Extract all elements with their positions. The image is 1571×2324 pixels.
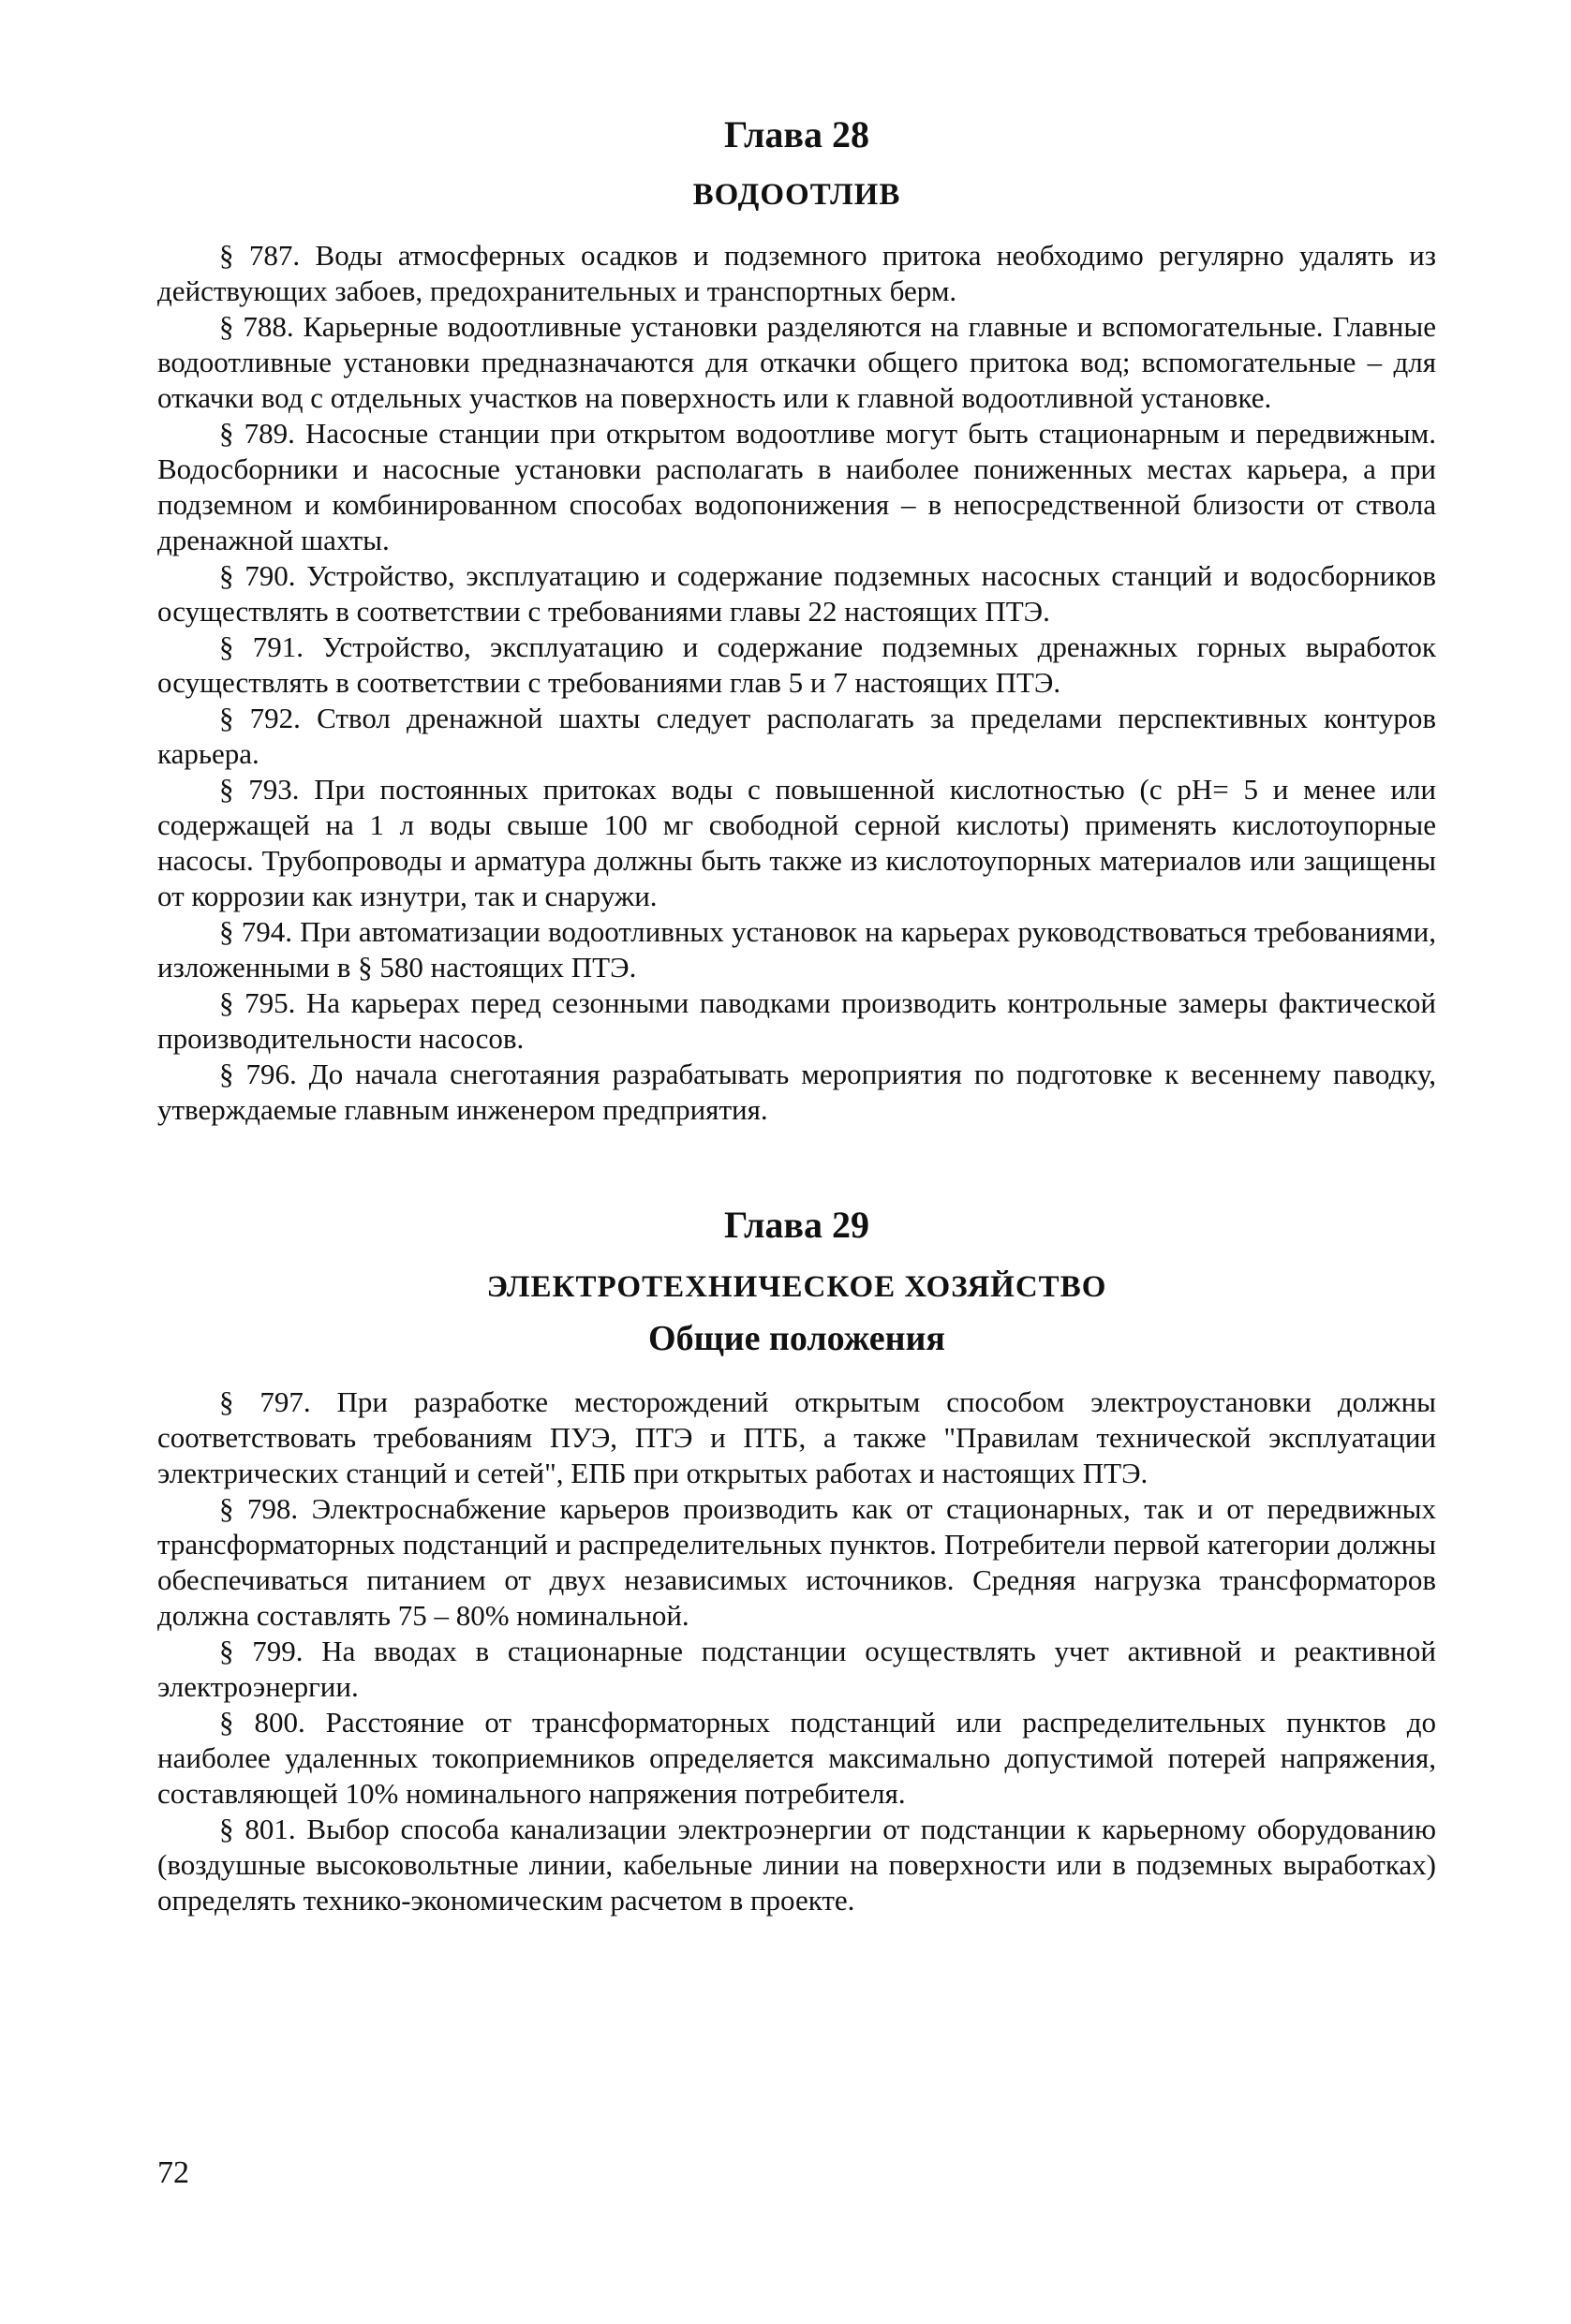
paragraph-797: § 797. При разработке месторождений открытым способом электроустановки должны соответствовать требованиям ПУЭ, ПТЭ и ПТБ, а также "Правилам технической эксплуатации электрических станций и сетей", ЕПБ при открытых работах и настоящих ПТЭ. xyxy=(157,1385,1436,1489)
chapter-title: Глава 29 xyxy=(724,1204,869,1246)
chapter-29 xyxy=(157,1203,1436,1918)
paragraph-798: § 798. Электроснабжение карьеров производить как от стационарных, так и от передвижных трансформаторных подстанций и распределительных пунктов. Потребители первой категории должны обеспечиваться питанием от двух независимых источников. Средняя нагрузка трансформаторов должна составлять 75 – 80% номинальной. xyxy=(157,1492,1436,1632)
chapter-subtitle: ЭЛЕКТРОТЕХНИЧЕСКОЕ ХОЗЯЙСТВО xyxy=(486,1270,1107,1304)
section-heading: Общие положения xyxy=(648,1319,945,1358)
chapter-subtitle: ВОДООТЛИВ xyxy=(692,178,901,212)
paragraph-799: § 799. На вводах в стационарные подстанции осуществлять учет активной и реактивной электроэнергии. xyxy=(157,1635,1436,1703)
page-number: 72 xyxy=(157,2155,189,2190)
paragraph-792: § 792. Ствол дренажной шахты следует располагать за пределами перспективных контуров карьера. xyxy=(157,702,1436,770)
paragraph-790: § 790. Устройство, эксплуатацию и содержание подземных насосных станций и водосборников осуществлять в соответствии с требованиями главы 22 настоящих ПТЭ. xyxy=(157,559,1436,628)
paragraph-800: § 800. Расстояние от трансформаторных подстанций или распределительных пунктов до наиболее удаленных токоприемников определяется максимально допустимой потерей напряжения, составляющей 10% номинального напряжения потребителя. xyxy=(157,1706,1436,1810)
chapter-spacer xyxy=(157,1128,1436,1203)
paragraph-801: § 801. Выбор способа канализации электроэнергии от подстанции к карьерному оборудованию (воздушные высоковольтные линии, кабельные линии на поверхности или в подземных выработках) определять технико-экономическим расчетом в проекте. xyxy=(157,1813,1436,1917)
paragraph-795: § 795. На карьерах перед сезонными паводками производить контрольные замеры фактической производительности насосов. xyxy=(157,986,1436,1055)
page-content xyxy=(157,112,1436,1918)
paragraph-793: § 793. При постоянных притоках воды с повышенной кислотностью (с pH= 5 и менее или содержащей на 1 л воды свыше 100 мг свободной серной кислоты) применять кислотоупорные насосы. Трубопроводы и арматура должны быть также из кислотоупорных материалов или защищены от коррозии как изнутри, так и снаружи. xyxy=(157,773,1436,912)
paragraph-794: § 794. При автоматизации водоотливных установок на карьерах руководствоваться требованиями, изложенными в § 580 настоящих ПТЭ. xyxy=(157,915,1436,984)
chapter-title: Глава 28 xyxy=(724,113,869,155)
paragraph-789: § 789. Насосные станции при открытом водоотливе могут быть стационарным и передвижным. Водосборники и насосные установки располагать в наиболее пониженных местах карьера, а при подземном и комбинированном способах водопонижения – в непосредственной близости от ствола дренажной шахты. xyxy=(157,417,1436,556)
paragraph-788: § 788. Карьерные водоотливные установки разделяются на главные и вспомогательные. Главные водоотливные установки предназначаются для откачки общего притока вод; вспомогательные – для откачки вод с отдельных участков на поверхность или к главной водоотливной установке. xyxy=(157,310,1436,414)
paragraph-791: § 791. Устройство, эксплуатацию и содержание подземных дренажных горных выработок осуществлять в соответствии с требованиями глав 5 и 7 настоящих ПТЭ. xyxy=(157,630,1436,699)
paragraph-787: § 787. Воды атмосферных осадков и подземного притока необходимо регулярно удалять из действующих забоев, предохранительных и транспортных берм. xyxy=(157,239,1436,307)
chapter-28 xyxy=(157,112,1436,1128)
paragraph-796: § 796. До начала снеготаяния разрабатывать мероприятия по подготовке к весеннему паводку, утверждаемые главным инженером предприятия. xyxy=(157,1058,1436,1126)
